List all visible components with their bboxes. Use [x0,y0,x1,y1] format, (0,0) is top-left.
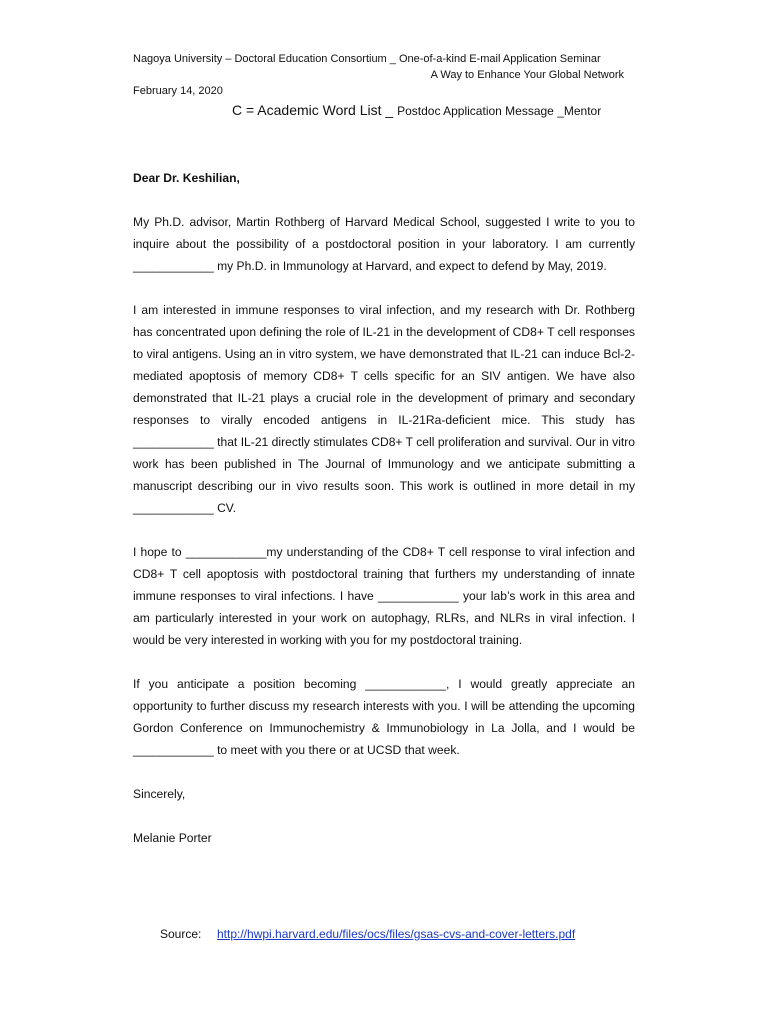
letter-paragraph-2: I am interested in immune responses to viral infection, and my research with Dr. Rothberg has concentrated upon defining the role of IL-21 in the development of CD8+ T cell responses to viral antigens. Using an in vitro system, we have demonstrated that IL-21 can induce Bcl-2- mediated apoptosis of memory CD8+ T cells specific for an SIV antigen. We have also demonstrated that IL-21 plays a crucial role in the development of primary and secondary responses to virally encoded antigens in IL-21Ra-deficient mice. This study has ____________ that IL-21 directly stimulates CD8+ T cell proliferation and survival. Our in vitro work has been published in The Journal of Immunology and we anticipate submitting a manuscript describing our in vivo results soon. This work is outlined in more detail in my ____________ CV. [133,303,635,515]
letter-salutation: Dear Dr. Keshilian, [133,171,240,185]
letter-signature: Melanie Porter [133,831,212,845]
source-label: Source: [160,927,202,941]
page-title [232,102,601,120]
source-line [160,927,575,941]
letter-body [133,167,635,871]
letter-paragraph-1: My Ph.D. advisor, Martin Rothberg of Harvard Medical School, suggested I write to you to inquire about the possibility of a postdoctoral position in your laboratory. I am currently ____________ my Ph.D. in Immunology at Harvard, and expect to defend by May, 2019. [133,215,635,273]
title-sub: Postdoc Application Message _Mentor [397,104,602,118]
source-link[interactable]: http://hwpi.harvard.edu/files/ocs/files/gsas-cvs-and-cover-letters.pdf [217,927,576,941]
letter-paragraph-3: I hope to ____________my understanding of the CD8+ T cell response to viral infection and CD8+ T cell apoptosis with postdoctoral training that furthers my understanding of innate immune responses to viral infections. I have ____________ your lab’s work in this area and am particularly interested in your work on autophagy, RLRs, and NLRs in viral infection. I would be very interested in working with you for my postdoctoral training. [133,545,635,647]
title-main: C = Academic Word List _ [232,102,398,118]
letter-closing: Sincerely, [133,787,186,801]
header-subtitle: A Way to Enhance Your Global Network [430,69,624,81]
document-date: February 14, 2020 [133,85,223,97]
header-seminar-title: Nagoya University – Doctoral Education Consortium _ One-of-a-kind E-mail Application Seminar [133,53,601,65]
letter-paragraph-4: If you anticipate a position becoming ____________, I would greatly appreciate an opportunity to further discuss my research interests with you. I will be attending the upcoming Gordon Conference on Immunochemistry & Immunobiology in La Jolla, and I would be ____________ to meet with you there or at UCSD that week. [133,677,635,757]
